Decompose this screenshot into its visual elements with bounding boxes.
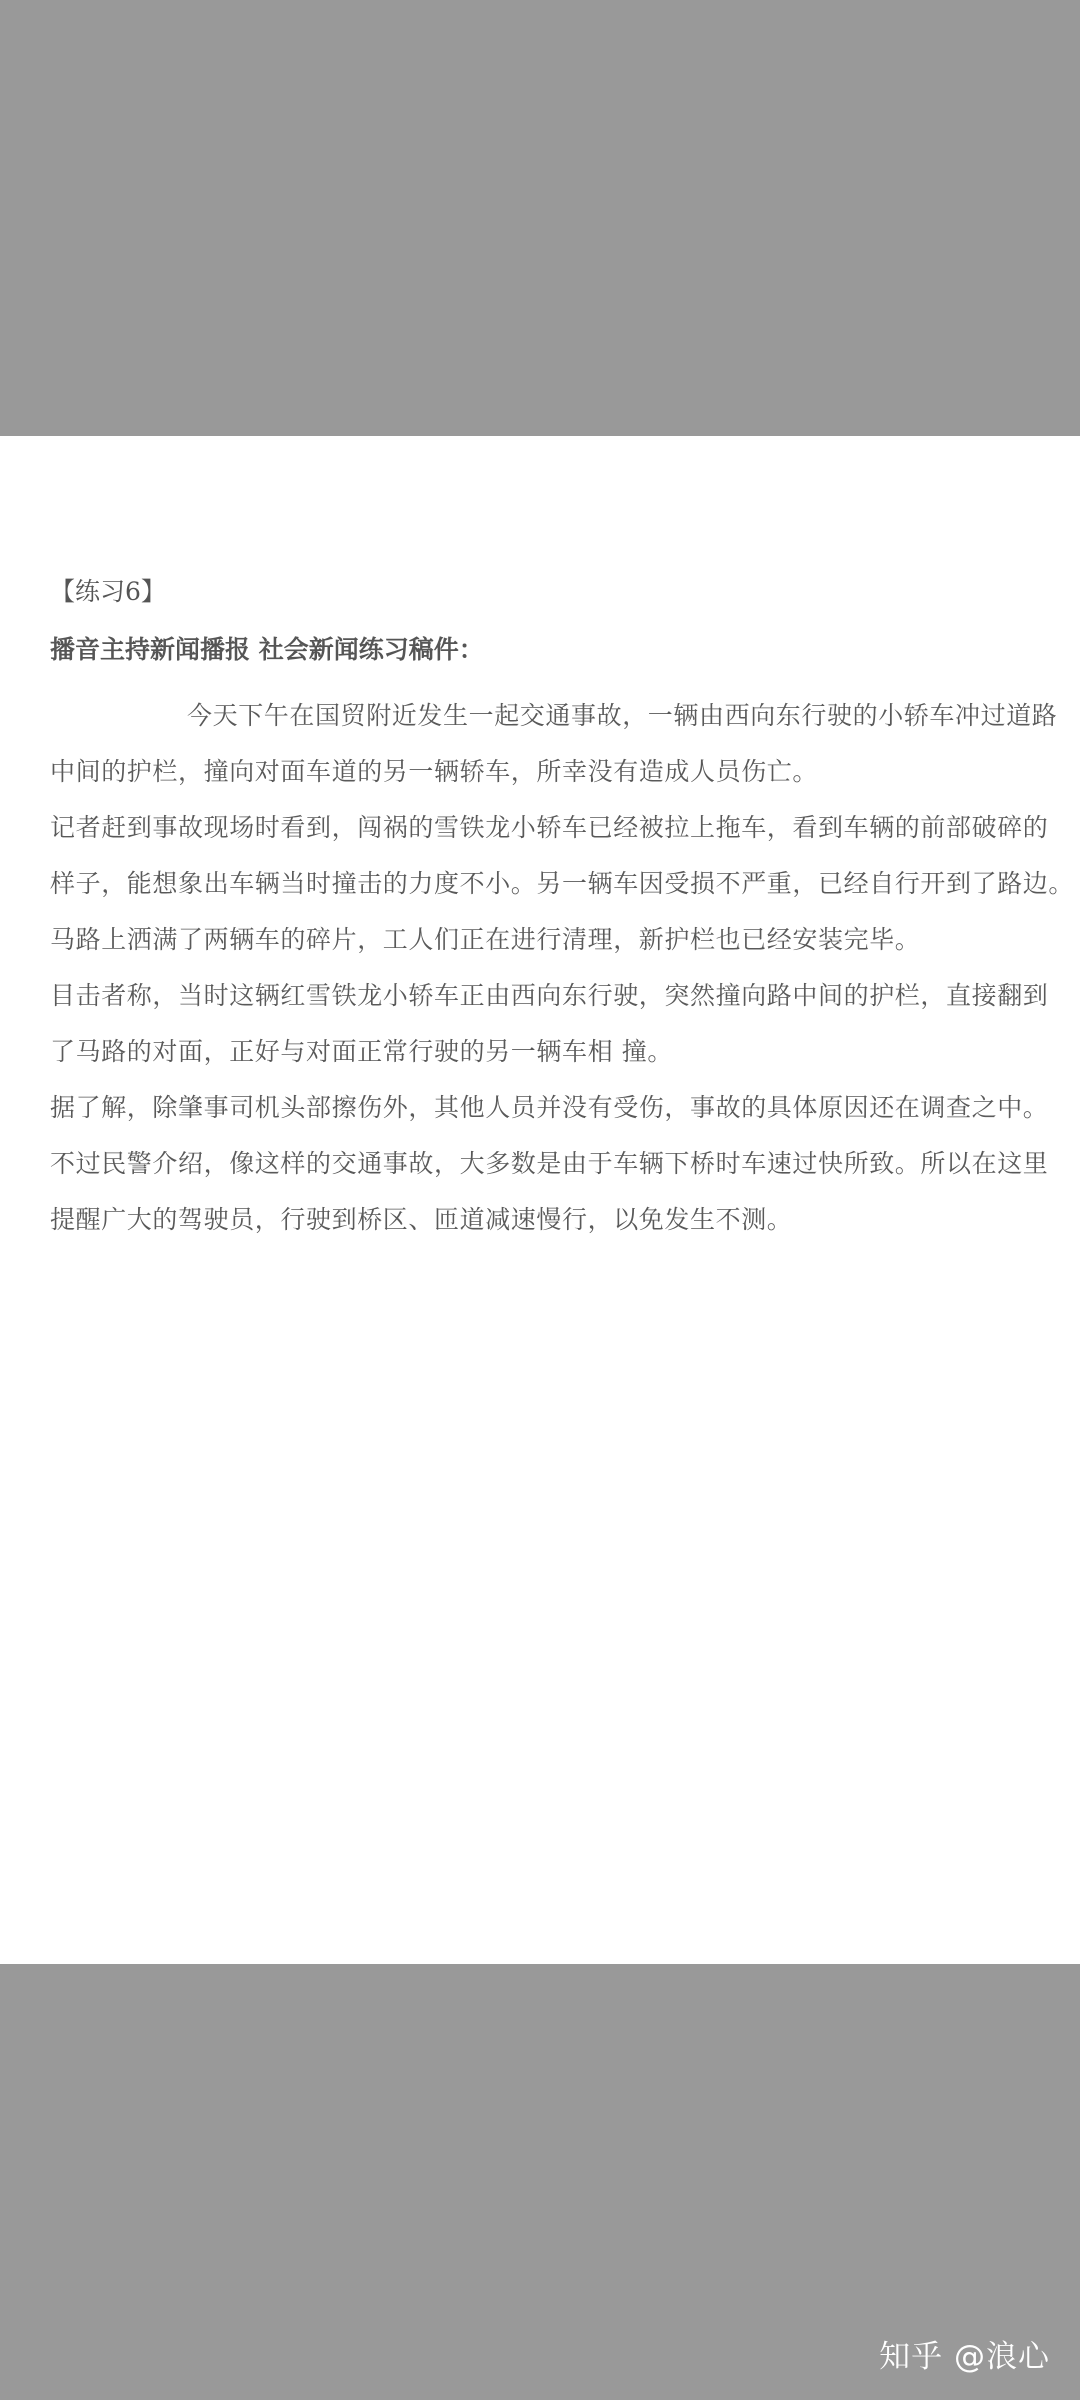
script-line: 目击者称，当时这辆红雪铁龙小轿车正由西向东行驶，突然撞向路中间的护栏，直接翻到 bbox=[50, 981, 1049, 1010]
script-line: 样子，能想象出车辆当时撞击的力度不小。另一辆车因受损不严重，已经自行开到了路边。 bbox=[50, 869, 1075, 898]
script-line: 记者赶到事故现场时看到，闯祸的雪铁龙小轿车已经被拉上拖车，看到车辆的前部破碎的 bbox=[50, 813, 1049, 842]
script-line: 提醒广大的驾驶员，行驶到桥区、匝道减速慢行，以免发生不测。 bbox=[50, 1205, 793, 1234]
document-page bbox=[0, 436, 1080, 1964]
script-line: 中间的护栏，撞向对面车道的另一辆轿车，所幸没有造成人员伤亡。 bbox=[50, 757, 819, 786]
script-body bbox=[50, 688, 1075, 1248]
zhihu-watermark: 知乎 @浪心 bbox=[879, 2339, 1050, 2375]
bottom-gray-margin bbox=[0, 1964, 1080, 2400]
script-subject: 播音主持新闻播报 社会新闻练习稿件： bbox=[50, 635, 484, 664]
top-gray-margin bbox=[0, 0, 1080, 436]
script-line: 据了解，除肇事司机头部擦伤外，其他人员并没有受伤，事故的具体原因还在调查之中。 bbox=[50, 1093, 1049, 1122]
script-line: 今天下午在国贸附近发生一起交通事故，一辆由西向东行驶的小轿车冲过道路 bbox=[187, 701, 1058, 730]
script-line: 不过民警介绍，像这样的交通事故，大多数是由于车辆下桥时车速过快所致。所以在这里 bbox=[50, 1149, 1049, 1178]
script-line: 了马路的对面，正好与对面正常行驶的另一辆车相 撞。 bbox=[50, 1037, 673, 1066]
script-line: 马路上洒满了两辆车的碎片，工人们正在进行清理，新护栏也已经安装完毕。 bbox=[50, 925, 921, 954]
exercise-title: 【练习6】 bbox=[50, 577, 166, 606]
document-content bbox=[50, 574, 1075, 1248]
